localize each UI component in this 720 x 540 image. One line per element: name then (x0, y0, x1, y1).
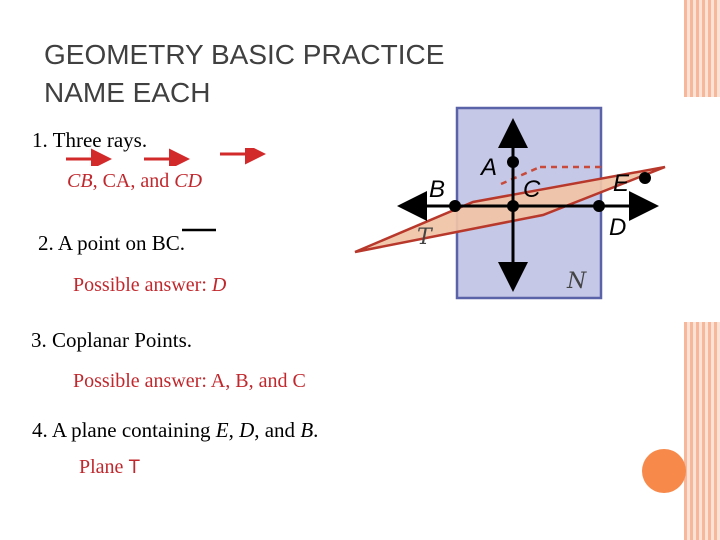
point-e (639, 172, 651, 184)
question-4: 4. A plane containing E, D, and B. (32, 418, 319, 442)
point-d (593, 200, 605, 212)
label-plane-n: N (567, 269, 587, 294)
label-plane-t: T (417, 225, 432, 250)
geometry-diagram (345, 100, 675, 310)
point-c (507, 200, 519, 212)
decor-stripe-bottom (684, 322, 720, 540)
decor-stripe-top (684, 0, 720, 97)
answer-3: Possible answer: A, B, and C (73, 370, 306, 392)
label-b: B (429, 176, 446, 203)
question-1: 1. Three rays. (32, 128, 148, 152)
label-c: C (523, 176, 541, 203)
decor-orange-circle (642, 449, 686, 493)
segment-bar (180, 226, 220, 234)
answer-1: CB, CA, and CD (67, 170, 203, 192)
label-d: D (609, 214, 627, 241)
ray-ca: CA (102, 170, 131, 192)
answer-4: Plane T (79, 456, 141, 478)
question-3: 3. Coplanar Points. (31, 328, 192, 352)
answer-2: Possible answer: D (73, 274, 227, 296)
ray-cd: CD (174, 170, 203, 192)
question-2: 2. A point on BC. (38, 231, 186, 255)
ray-arrows (60, 148, 270, 166)
title-line-1: GEOMETRY BASIC PRACTICE (44, 39, 445, 70)
label-a: A (481, 154, 498, 181)
title-line-2: NAME EACH (44, 77, 211, 108)
point-a (507, 156, 519, 168)
ray-cb: CB (67, 170, 93, 192)
label-e: E (613, 170, 630, 197)
point-b (449, 200, 461, 212)
